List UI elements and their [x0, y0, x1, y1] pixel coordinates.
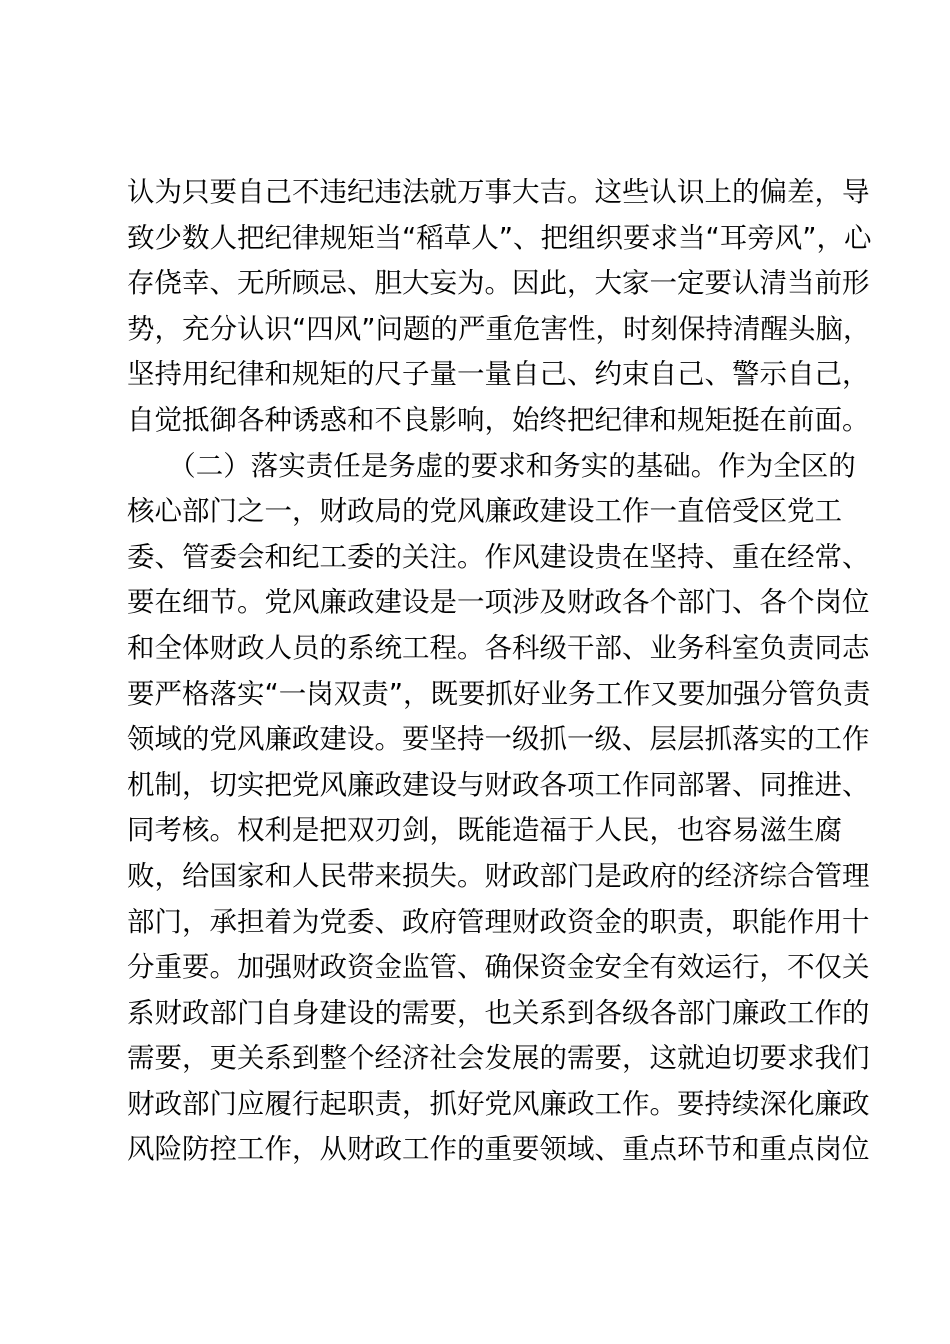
text-line: 势，充分认识“四风”问题的严重危害性，时刻保持清醒头脑，	[127, 312, 871, 345]
text-line: 要严格落实“一岗双责”，既要抓好业务工作又要加强分管负责	[127, 677, 871, 710]
text-line: 同考核。权利是把双刃剑，既能造福于人民，也容易滋生腐	[127, 814, 842, 847]
text-line: 风险防控工作，从财政工作的重要领域、重点环节和重点岗位	[127, 1133, 870, 1166]
text-line: 要在细节。党风廉政建设是一项涉及财政各个部门、各个岗位	[127, 586, 870, 619]
text-line: 系财政部门自身建设的需要，也关系到各级各部门廉政工作的	[127, 996, 870, 1029]
text-line: 坚持用纪律和规矩的尺子量一量自己、约束自己、警示自己，	[127, 358, 870, 391]
text-line: 存侥幸、无所顾忌、胆大妄为。因此，大家一定要认清当前形	[127, 267, 870, 300]
section-heading-line: （二）落实责任是务虚的要求和务实的基础。作为全区的	[127, 449, 856, 482]
text-line: 财政部门应履行起职责，抓好党风廉政工作。要持续深化廉政	[127, 1087, 870, 1120]
text-line: 和全体财政人员的系统工程。各科级干部、业务科室负责同志	[127, 631, 870, 664]
body-text	[127, 170, 872, 1173]
text-line: 部门，承担着为党委、政府管理财政资金的职责，职能作用十	[127, 905, 870, 938]
text-line: 机制，切实把党风廉政建设与财政各项工作同部署、同推进、	[127, 768, 870, 801]
text-line: 核心部门之一，财政局的党风廉政建设工作一直倍受区党工	[127, 495, 842, 528]
text-line: 分重要。加强财政资金监管、确保资金安全有效运行，不仅关	[127, 951, 870, 984]
text-line: 领域的党风廉政建设。要坚持一级抓一级、层层抓落实的工作	[127, 723, 870, 756]
text-line: 认为只要自己不违纪违法就万事大吉。这些认识上的偏差，导	[127, 176, 870, 208]
text-line: 败，给国家和人民带来损失。财政部门是政府的经济综合管理	[127, 859, 870, 892]
text-line: 委、管委会和纪工委的关注。作风建设贵在坚持、重在经常、	[127, 540, 870, 573]
text-line: 需要，更关系到整个经济社会发展的需要，这就迫切要求我们	[127, 1042, 870, 1075]
text-line: 致少数人把纪律规矩当“稻草人”、把组织要求当“耳旁风”，心	[127, 221, 872, 254]
text-line: 自觉抵御各种诱惑和不良影响，始终把纪律和规矩挺在前面。	[127, 403, 870, 436]
